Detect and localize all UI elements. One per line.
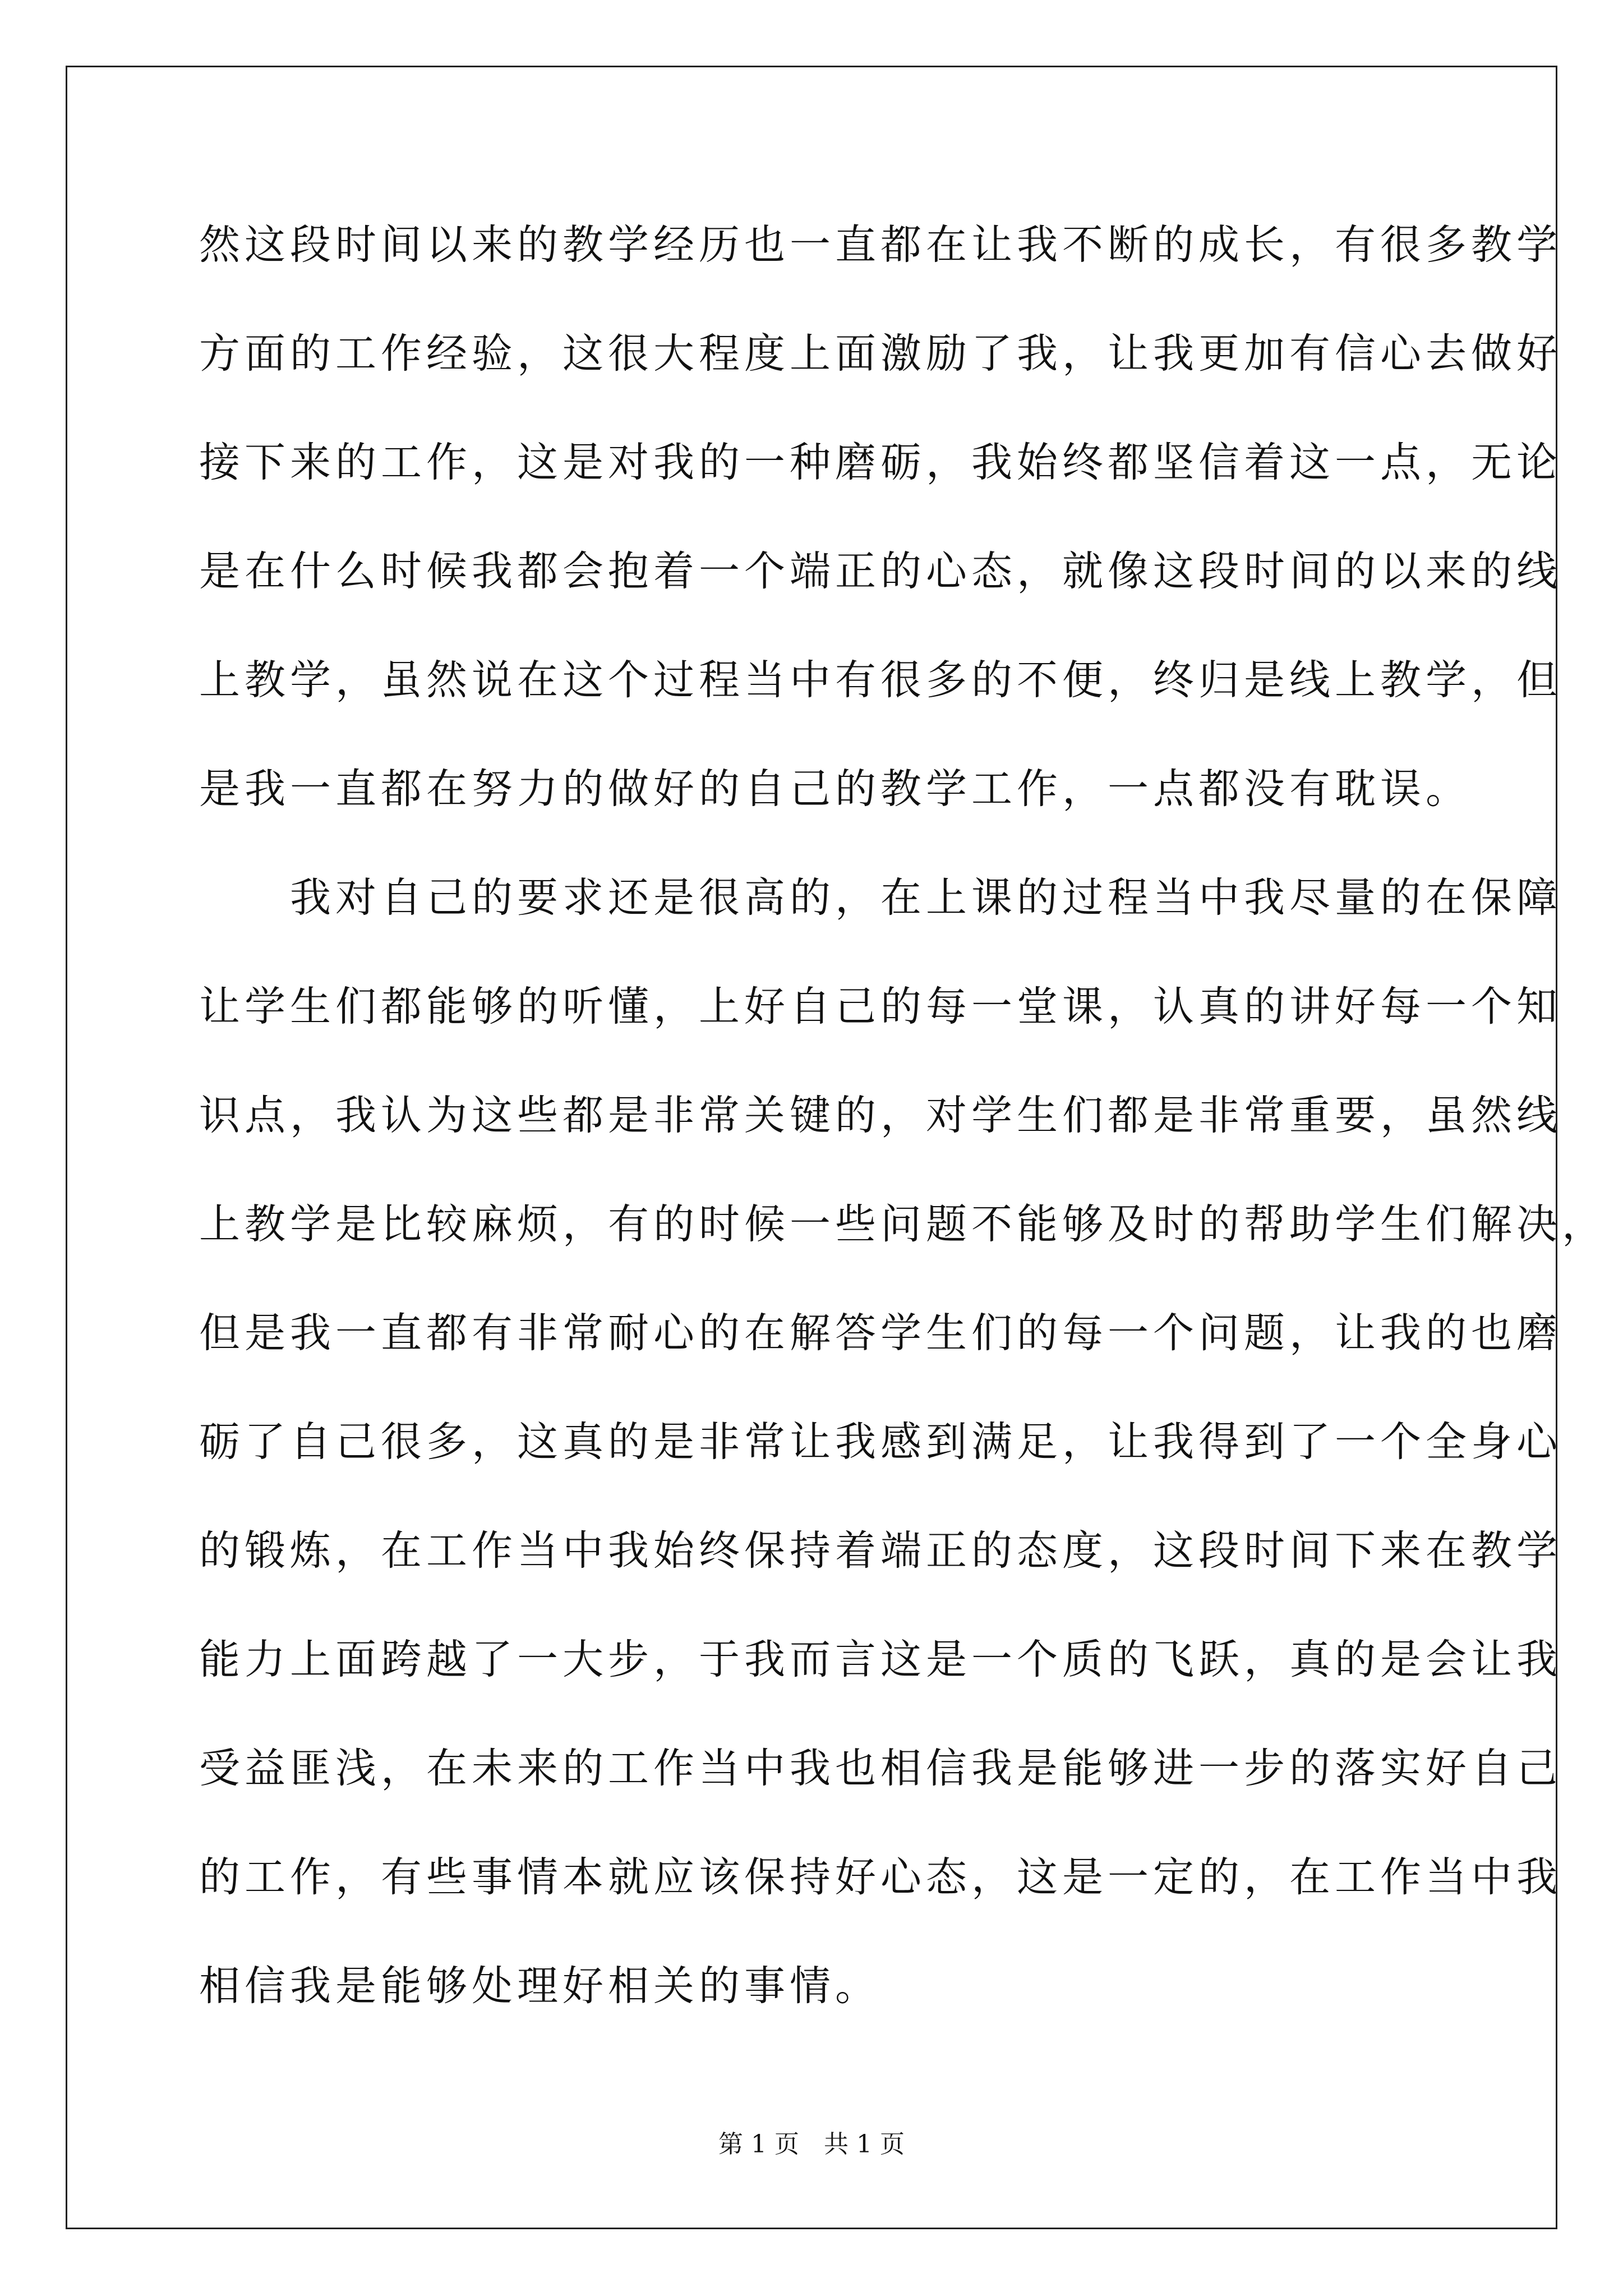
text-line: 方面的工作经验，这很大程度上面激励了我，让我更加有信心去做好 [199, 330, 1562, 378]
document-body [199, 220, 1607, 2070]
text-line: 受益匪浅，在未来的工作当中我也相信我是能够进一步的落实好自己 [199, 1745, 1562, 1792]
text-line: 但是我一直都有非常耐心的在解答学生们的每一个问题，让我的也磨 [199, 1309, 1562, 1357]
text-line: 然这段时间以来的教学经历也一直都在让我不断的成长，有很多教学 [199, 221, 1562, 269]
text-line: 是在什么时候我都会抱着一个端正的心态，就像这段时间的以来的线 [199, 547, 1562, 595]
text-line: 能力上面跨越了一大步，于我而言这是一个质的飞跃，真的是会让我 [199, 1636, 1562, 1683]
text-line: 的锻炼，在工作当中我始终保持着端正的态度，这段时间下来在教学 [199, 1527, 1562, 1575]
text-line: 让学生们都能够的听懂，上好自己的每一堂课，认真的讲好每一个知 [199, 983, 1562, 1030]
text-line: 的工作，有些事情本就应该保持好心态，这是一定的，在工作当中我 [199, 1853, 1562, 1901]
text-line: 接下来的工作，这是对我的一种磨砺，我始终都坚信着这一点，无论 [199, 439, 1562, 486]
text-line: 上教学，虽然说在这个过程当中有很多的不便，终归是线上教学，但 [199, 656, 1562, 704]
text-line: 我对自己的要求还是很高的，在上课的过程当中我尽量的在保障 [199, 874, 1562, 922]
text-line: 砺了自己很多，这真的是非常让我感到满足，让我得到了一个全身心 [199, 1418, 1562, 1466]
text-line: 是我一直都在努力的做好的自己的教学工作，一点都没有耽误。 [199, 765, 1471, 813]
text-line: 上教学是比较麻烦，有的时候一些问题不能够及时的帮助学生们解决， [199, 1200, 1607, 1248]
text-line: 识点，我认为这些都是非常关键的，对学生们都是非常重要，虽然线 [199, 1092, 1562, 1139]
text-line: 相信我是能够处理好相关的事情。 [199, 1962, 880, 2010]
page-number: 第 1 页 共 1 页 [718, 2130, 905, 2159]
